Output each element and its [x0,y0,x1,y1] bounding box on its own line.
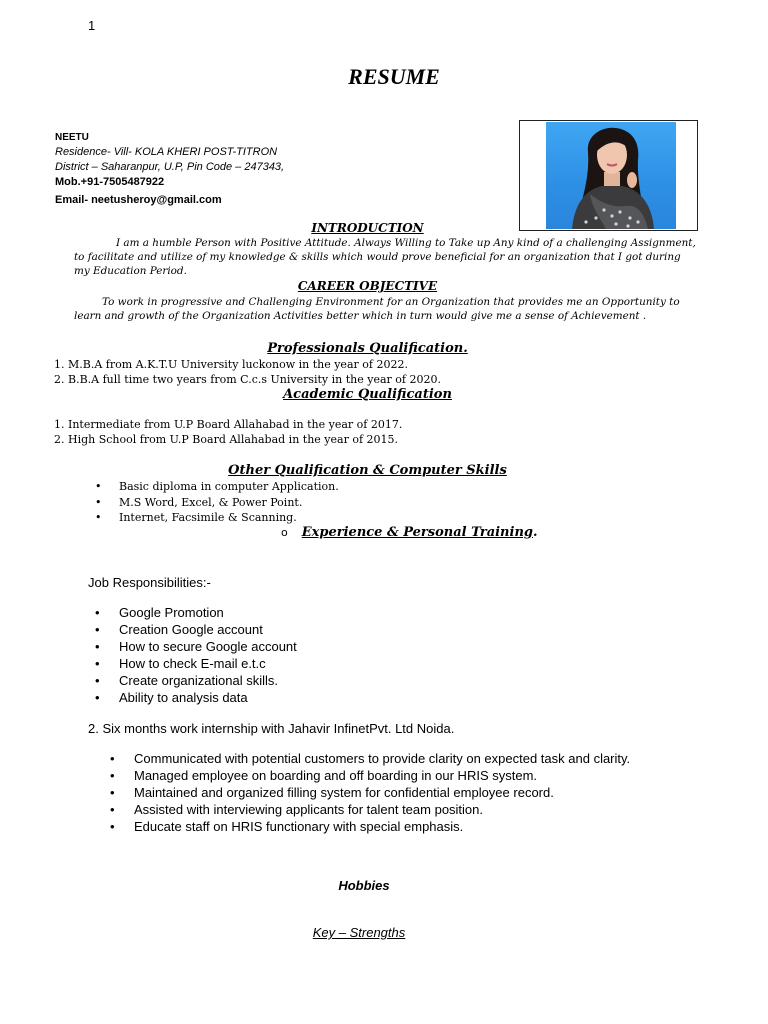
list-item: • Create organizational skills. [95,672,297,689]
professional-qualification-item: 1. M.B.A from A.K.T.U University luckonow in the year of 2022. [54,358,408,371]
page-number: 1 [88,18,96,33]
job-responsibilities-label: Job Responsibilities:- [88,575,211,590]
professional-qualification-heading: Professionals Qualification. [267,341,468,356]
list-item: • Creation Google account [95,621,297,638]
profile-photo-frame [519,120,698,231]
career-objective-heading: CAREER OBJECTIVE [297,279,438,293]
experience-heading: o Experience & Personal Training. [281,525,538,540]
list-item: • M.S Word, Excel, & Power Point. [95,495,339,511]
list-item: • Assisted with interviewing applicants for talent team position. [110,801,630,818]
contact-email: Email- neetusheroy@gmail.com [55,194,222,206]
contact-name: NEETU [55,132,89,143]
list-item: • Google Promotion [95,604,297,621]
circle-bullet-icon: o [281,526,288,539]
academic-qualification-heading: Academic Qualification [283,387,452,402]
internship-list [110,750,630,835]
list-item: • Maintained and organized filling system for confidential employee record. [110,784,630,801]
professional-qualification-item: 2. B.B.A full time two years from C.c.s University in the year of 2020. [54,373,441,386]
contact-residence-line1: Residence- Vill- KOLA KHERI POST-TITRON [55,146,278,158]
introduction-heading: INTRODUCTION [311,221,424,235]
hobbies-heading: Hobbies [338,878,390,893]
academic-qualification-item: 1. Intermediate from U.P Board Allahabad in the year of 2017. [54,418,403,431]
academic-qualification-item: 2. High School from U.P Board Allahabad in the year of 2015. [54,433,399,446]
contact-residence-line2: District – Saharanpur, U.P, Pin Code – 247343, [55,161,285,173]
list-item: • Communicated with potential customers to provide clarity on expected task and clarity. [110,750,630,767]
internship-line: 2. Six months work internship with Jahavir InfinetPvt. Ltd Noida. [88,721,455,736]
key-strengths-heading: Key – Strengths [312,925,406,940]
list-item: • How to check E-mail e.t.c [95,655,297,672]
resume-title: RESUME [348,64,440,89]
contact-mobile: Mob.+91-7505487922 [55,176,165,188]
other-qualification-list [95,479,339,526]
list-item: • Internet, Facsimile & Scanning. [95,510,339,526]
list-item: • How to secure Google account [95,638,297,655]
profile-photo [546,122,676,229]
job-responsibilities-list [95,604,297,706]
career-objective-text: To work in progressive and Challenging Environment for an Organization that provides me an Opportunity to learn and growth of the Organization Activities better which in turn would give me a sense of Achievement . [74,296,680,322]
introduction-text: I am a humble Person with Positive Attitude. Always Willing to Take up Any kind of a challenging Assignment, to facilitate and utilize of my knowledge & skills which would prove beneficial for an organization that I got during my Education Period. [74,237,696,277]
profile-photo-illustration [546,122,676,229]
other-qualification-heading: Other Qualification & Computer Skills [228,463,507,478]
list-item: • Educate staff on HRIS functionary with special emphasis. [110,818,630,835]
list-item: • Basic diploma in computer Application. [95,479,339,495]
list-item: • Ability to analysis data [95,689,297,706]
list-item: • Managed employee on boarding and off boarding in our HRIS system. [110,767,630,784]
